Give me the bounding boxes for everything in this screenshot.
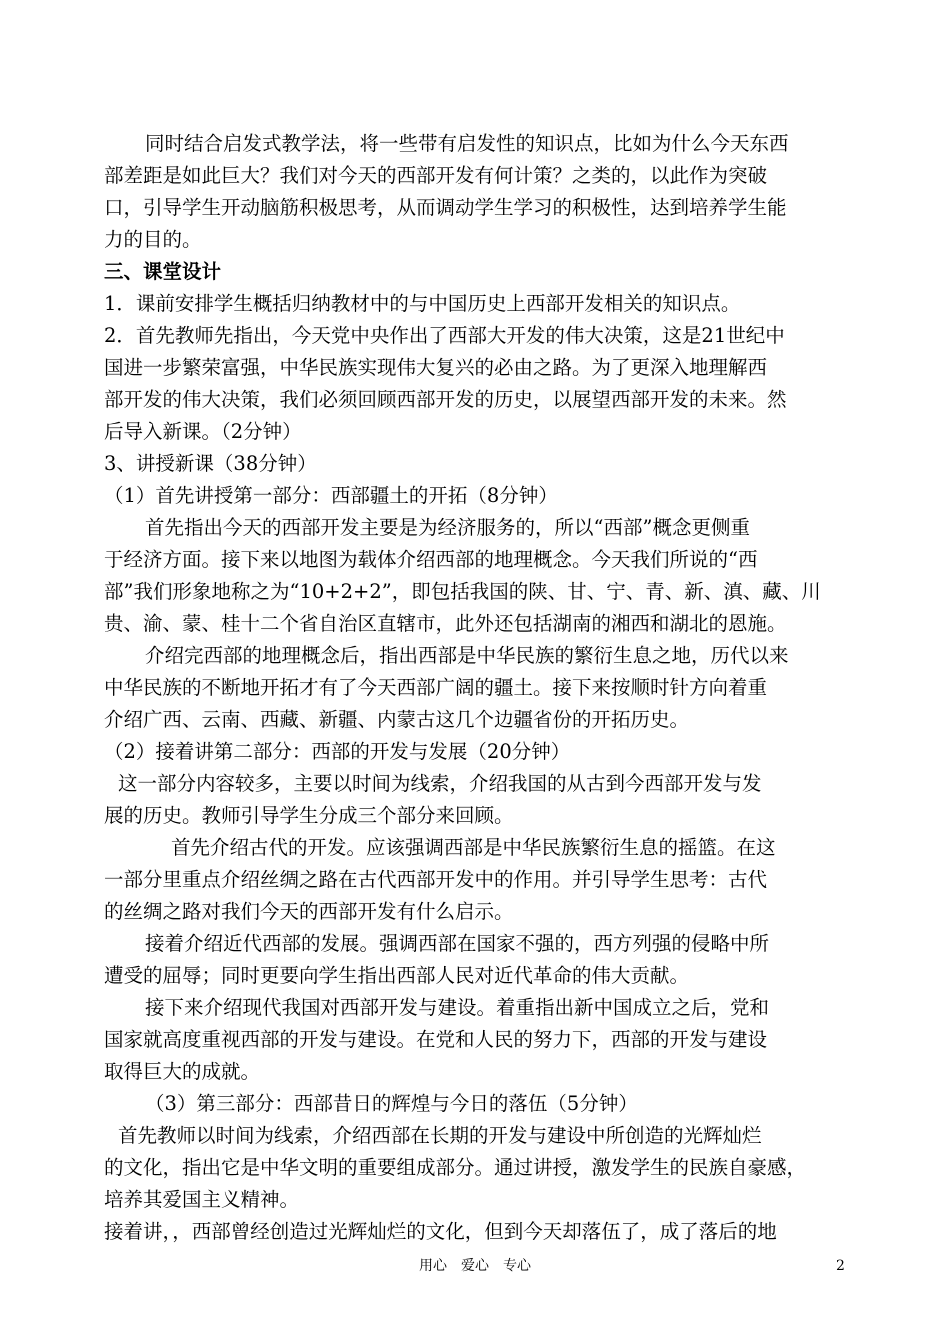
footer-motto: 用心 爱心 专心: [419, 1258, 531, 1274]
paragraph-line: 国家就高度重视西部的开发与建设。在党和人民的努力下，西部的开发与建设: [104, 1028, 768, 1051]
paragraph-line: 于经济方面。接下来以地图为载体介绍西部的地理概念。今天我们所说的“西: [104, 548, 758, 571]
paragraph-line: 口，引导学生开动脑筋积极思考，从而调动学生学习的积极性，达到培养学生能: [104, 196, 787, 219]
paragraph-line: 力的目的。: [104, 228, 202, 251]
paragraph-line: 部”我们形象地称之为“10+2+2”，即包括我国的陕、甘、宁、青、新、滇、藏、川: [104, 580, 821, 603]
paragraph-line: 后导入新课。（2分钟）: [104, 420, 302, 443]
paragraph-line: 1．课前安排学生概括归纳教材中的与中国历史上西部开发相关的知识点。: [104, 292, 741, 315]
paragraph-line: 的丝绸之路对我们今天的西部开发有什么启示。: [104, 900, 514, 923]
paragraph-line: 首先教师以时间为线索，介绍西部在长期的开发与建设中所创造的光辉灿烂: [118, 1124, 762, 1147]
paragraph-line: 介绍广西、云南、西藏、新疆、内蒙古这几个边疆省份的开拓历史。: [104, 708, 690, 731]
paragraph-line: 遭受的屈辱；同时更要向学生指出西部人民对近代革命的伟大贡献。: [104, 964, 690, 987]
paragraph-line: 同时结合启发式教学法，将一些带有启发性的知识点，比如为什么今天东西: [145, 132, 789, 155]
paragraph-line: 接下来介绍现代我国对西部开发与建设。着重指出新中国成立之后，党和: [145, 996, 770, 1019]
subheading-line: （1）首先讲授第一部分：西部疆土的开拓（8分钟）: [104, 484, 558, 507]
paragraph-line: 部差距是如此巨大？我们对今天的西部开发有何计策？之类的，以此作为突破: [104, 164, 768, 187]
paragraph-line: 2．首先教师先指出，今天党中央作出了西部大开发的伟大决策，这是21世纪中: [104, 324, 785, 347]
subheading-line: （3）第三部分：西部昔日的辉煌与今日的落伍（5分钟）: [145, 1092, 638, 1115]
paragraph-line: 展的历史。教师引导学生分成三个部分来回顾。: [104, 804, 514, 827]
paragraph-line: 取得巨大的成就。: [104, 1060, 261, 1083]
paragraph-line: 贵、渝、蒙、桂十二个省自治区直辖市，此外还包括湖南的湘西和湖北的恩施。: [104, 612, 787, 635]
paragraph-line: 国进一步繁荣富强，中华民族实现伟大复兴的必由之路。为了更深入地理解西: [104, 356, 768, 379]
paragraph-line: 接着讲，，西部曾经创造过光辉灿烂的文化，但到今天却落伍了，成了落后的地: [104, 1220, 777, 1243]
section-heading: 三、课堂设计: [104, 260, 222, 283]
paragraph-line: 培养其爱国主义精神。: [104, 1188, 300, 1211]
subheading-line: （2）接着讲第二部分：西部的开发与发展（20分钟）: [104, 740, 571, 763]
paragraph-line: 首先介绍古代的开发。应该强调西部是中华民族繁衍生息的摇篮。在这: [171, 836, 776, 859]
paragraph-line: 首先指出今天的西部开发主要是为经济服务的，所以“西部”概念更侧重: [145, 516, 750, 539]
paragraph-line: 接着介绍近代西部的发展。强调西部在国家不强的，西方列强的侵略中所: [145, 932, 770, 955]
paragraph-line: 一部分里重点介绍丝绸之路在古代西部开发中的作用。并引导学生思考：古代: [104, 868, 768, 891]
paragraph-line: 的文化，指出它是中华文明的重要组成部分。通过讲授，激发学生的民族自豪感，: [104, 1156, 807, 1179]
paragraph-line: 介绍完西部的地理概念后，指出西部是中华民族的繁衍生息之地，历代以来: [145, 644, 789, 667]
page-number: 2: [836, 1258, 845, 1274]
paragraph-line: 部开发的伟大决策，我们必须回顾西部开发的历史，以展望西部开发的未来。然: [104, 388, 787, 411]
paragraph-line: 这一部分内容较多，主要以时间为线索，介绍我国的从古到今西部开发与发: [118, 772, 762, 795]
paragraph-line: 3、讲授新课（38分钟）: [104, 452, 317, 475]
paragraph-line: 中华民族的不断地开拓才有了今天西部广阔的疆土。接下来按顺时针方向着重: [104, 676, 768, 699]
